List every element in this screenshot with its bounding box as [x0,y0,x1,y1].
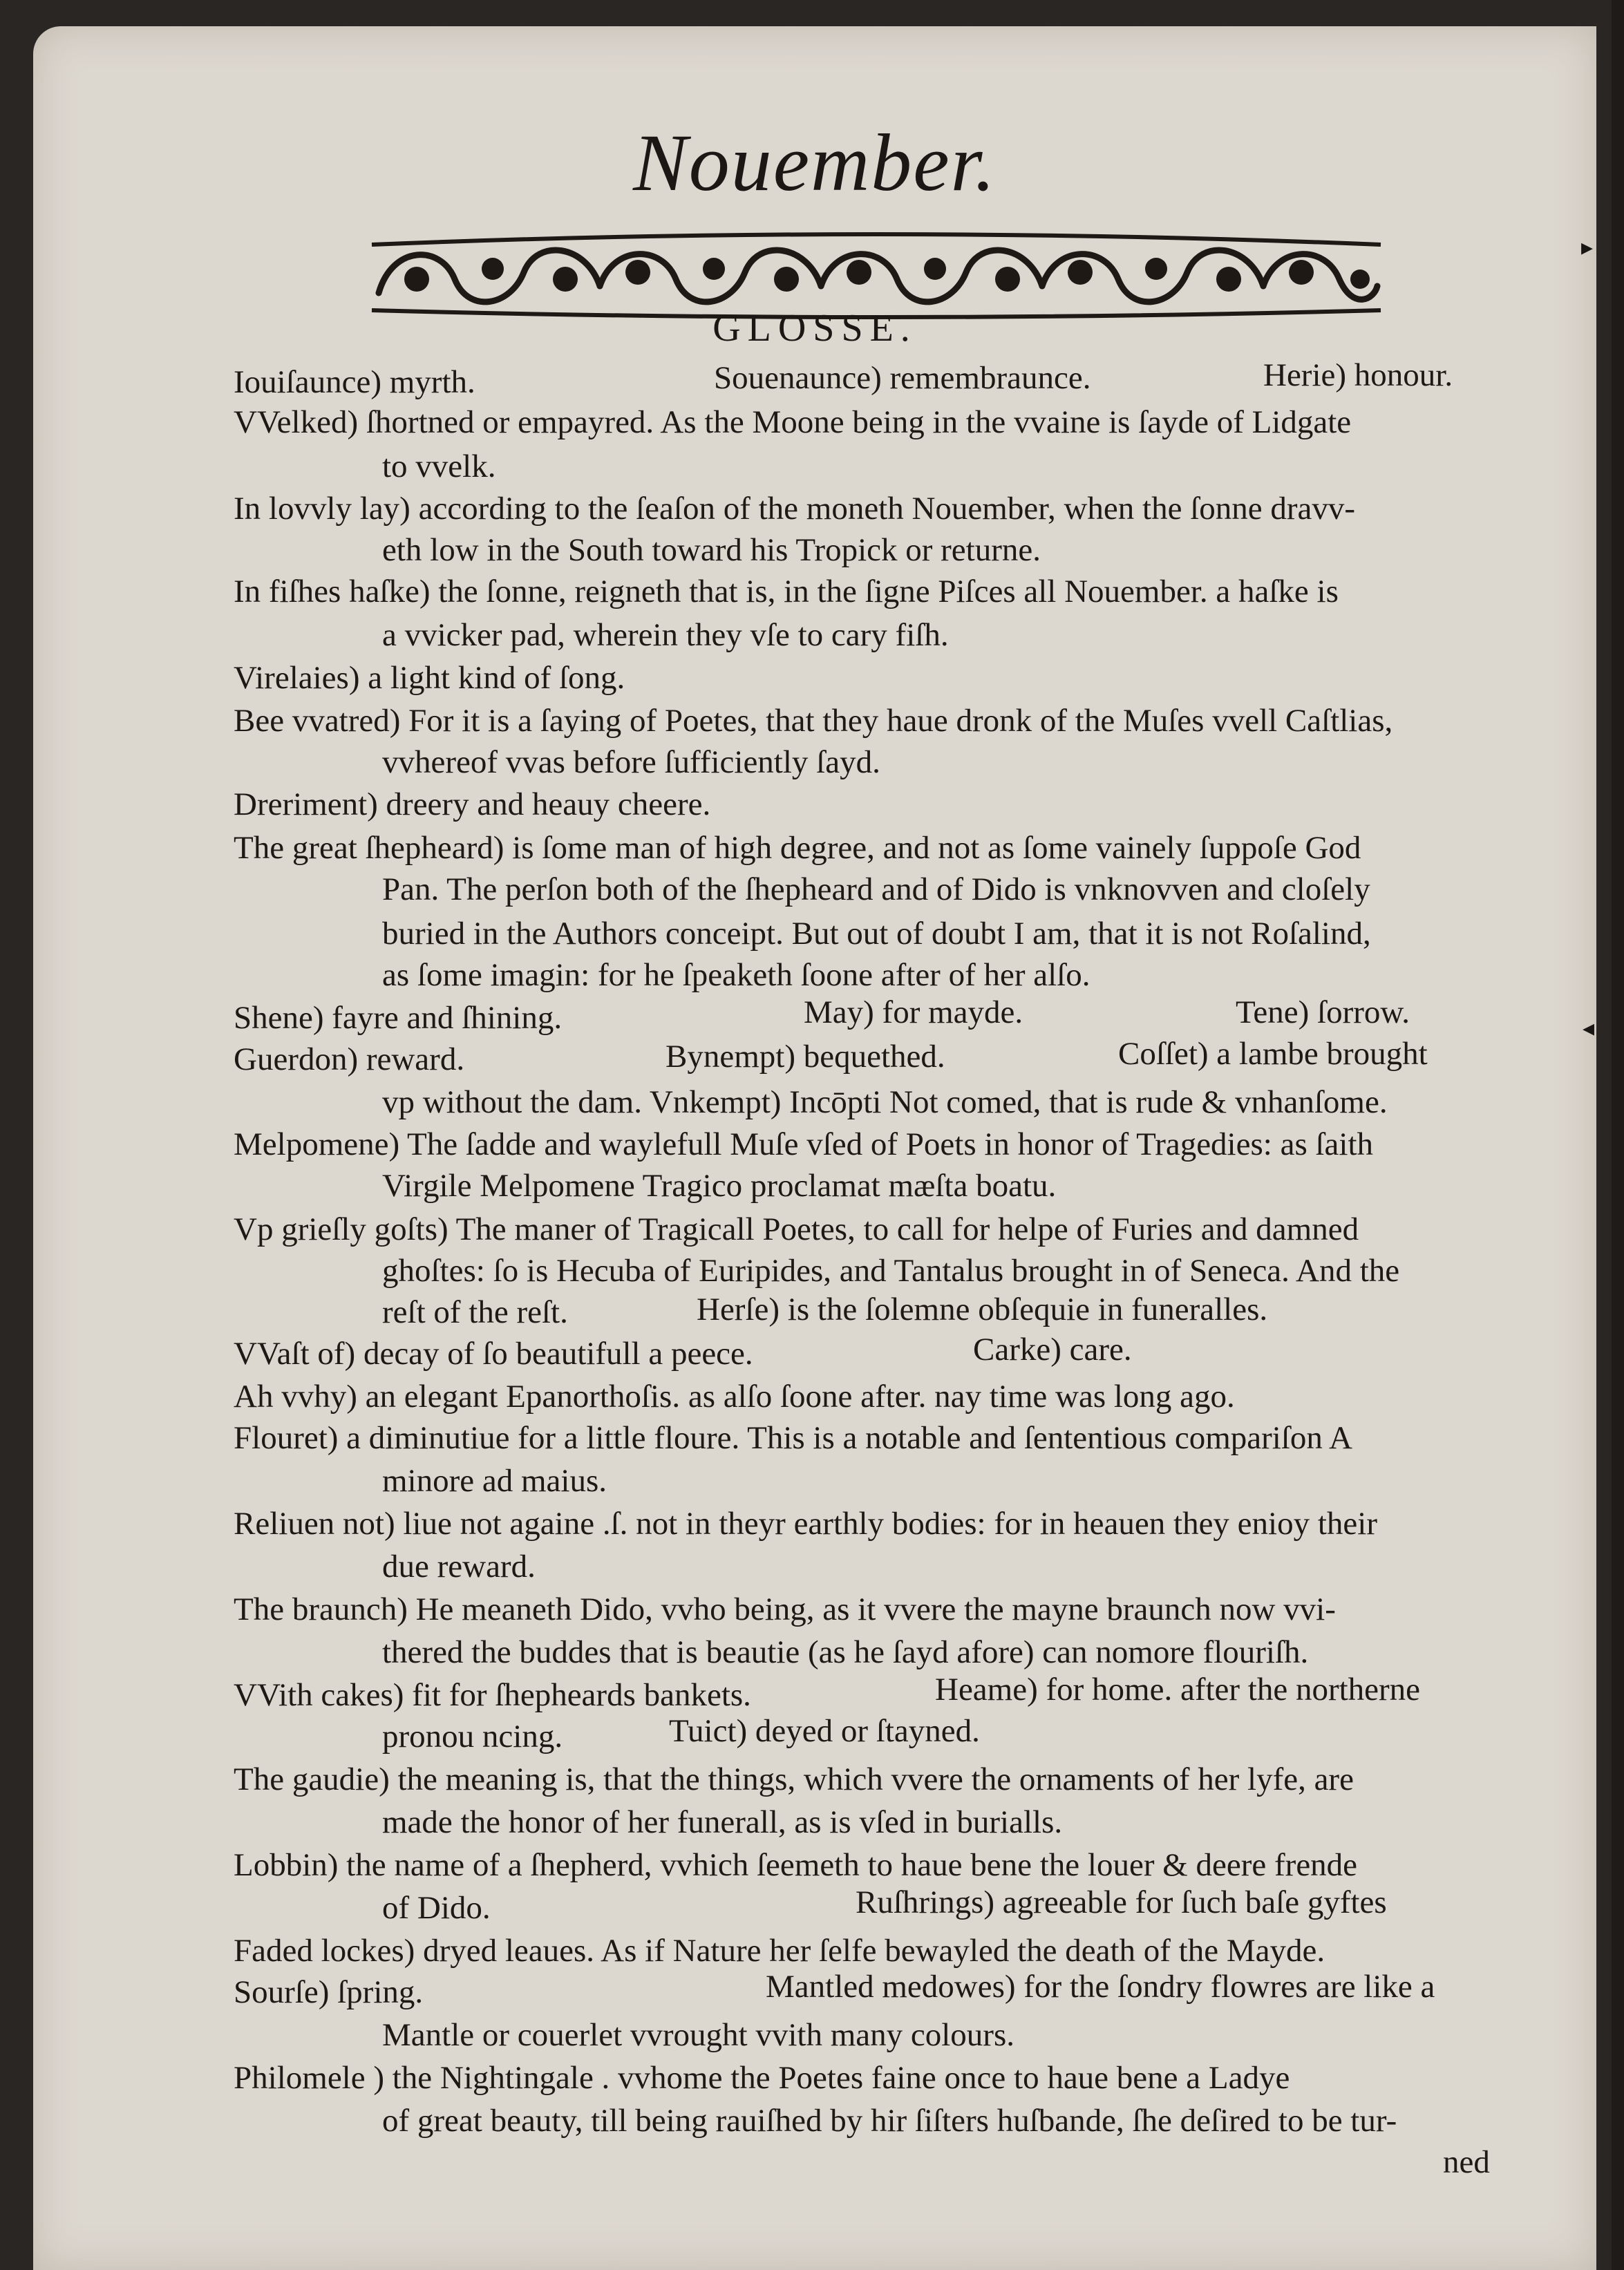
gloss-line: Dreriment) dreery and heauy cheere. [234,786,711,822]
gloss-line: Heame) for home. after the northerne [935,1672,1421,1708]
gloss-line: The great ſhepheard) is ſome man of high degree, and not as ſome vainely ſuppoſe God [234,830,1361,866]
gloss-line: Vp grieſly goſts) The maner of Tragicall Poetes, to call for helpe of Furies and damned [234,1211,1359,1247]
gloss-line: Tuict) deyed or ſtayned. [669,1713,980,1749]
margin-mark-icon: ◂ [1583,1014,1595,1042]
gloss-line: Bee vvatred) For it is a ſaying of Poetes, that they haue dronk of the Muſes vvell Caſtlias, [234,703,1393,739]
gloss-line: Faded lockes) dryed leaues. As if Nature her ſelfe bewayled the death of the Mayde. [234,1933,1325,1969]
gloss-line: vp without the dam. Vnkempt) Incōpti Not comed, that is rude & vnhanſome. [382,1084,1388,1120]
gloss-line: Ruſhrings) agreeable for ſuch baſe gyftes [856,1884,1387,1920]
gloss-line: buried in the Authors conceipt. But out of doubt I am, that it is not Roſalind, [382,916,1371,952]
gloss-line: a vvicker pad, wherein they vſe to cary fiſh. [382,617,949,653]
gloss-line: made the honor of her funerall, as is vſed in burialls. [382,1804,1063,1840]
gloss-line: Herſe) is the ſolemne obſequie in funeralles. [697,1292,1268,1327]
gloss-line: eth low in the South toward his Tropick or returne. [382,532,1041,568]
gloss-line: Guerdon) reward. [234,1041,465,1077]
gloss-line: In fiſhes haſke) the ſonne, reigneth that is, in the ſigne Piſces all Nouember. a haſke is [234,574,1339,609]
gloss-line: Tene) ſorrow. [1236,994,1410,1030]
gloss-line: pronou ncing. [382,1719,563,1754]
gloss-line: VVelked) ſhortned or empayred. As the Moone being in the vvaine is ſayde of Lidgate [234,404,1352,440]
gloss-line: of great beauty, till being rauiſhed by hir ſiſters huſbande, ſhe deſired to be tur- [382,2103,1397,2139]
gloss-line: Shene) fayre and ſhining. [234,1000,563,1036]
gloss-line: due reward. [382,1549,536,1585]
page-title: Nouember. [632,117,997,208]
gloss-line: Iouiſaunce) myrth. [234,364,475,400]
gloss-line: Souenaunce) remembraunce. [714,360,1091,396]
catchword: ned [1443,2144,1490,2180]
gloss-line: The braunch) He meaneth Dido, vvho being, as it vvere the mayne braunch now vvi- [234,1591,1336,1627]
gloss-line: Bynempt) bequethed. [665,1039,945,1075]
gloss-line: as ſome imagin: for he ſpeaketh ſoone after of her alſo. [382,957,1090,993]
gloss-line: vvhereof vvas before ſufficiently ſayd. [382,744,880,780]
gloss-line: Carke) care. [973,1332,1132,1368]
gloss-line: Mantled medowes) for the ſondry flowres are like a [766,1969,1435,2005]
book-page [33,26,1596,2270]
gloss-line: minore ad maius. [382,1463,607,1499]
margin-arrow-icon: ▸ [1581,234,1594,261]
gloss-line: In lovvly lay) according to the ſeaſon of the moneth Nouember, when the ſonne dravv- [234,491,1356,527]
gloss-line: Virgile Melpomene Tragico proclamat mæſta boatu. [382,1168,1057,1204]
gloss-line: VVith cakes) fit for ſhepheards bankets. [234,1677,751,1713]
gloss-line: The gaudie) the meaning is, that the things, which vvere the ornaments of her lyfe, are [234,1761,1354,1797]
gloss-line: VVaſt of) decay of ſo beautifull a peece. [234,1336,753,1372]
gloss-line: ghoſtes: ſo is Hecuba of Euripides, and Tantalus brought in of Seneca. And the [382,1253,1400,1289]
gloss-line: thered the buddes that is beautie (as he ſayd afore) can nomore flouriſh. [382,1634,1309,1670]
gloss-line: Flouret) a diminutiue for a little floure. This is a notable and ſententious compariſon A [234,1420,1352,1456]
gloss-line: reſt of the reſt. [382,1294,568,1330]
gloss-line: Philomele ) the Nightingale . vvhome the Poetes faine once to haue bene a Ladye [234,2060,1290,2096]
gloss-line: Herie) honour. [1263,357,1453,393]
section-heading: GLOSSE. [712,307,917,350]
gloss-line: Melpomene) The ſadde and waylefull Muſe vſed of Poets in honor of Tragedies: as ſaith [234,1126,1374,1162]
gloss-line: Coſſet) a lambe brought [1118,1036,1428,1072]
gloss-line: Pan. The perſon both of the ſhepheard and of Dido is vnknovven and cloſely [382,871,1370,907]
gloss-line: Mantle or couerlet vvrought vvith many colours. [382,2017,1014,2053]
gloss-line: May) for mayde. [804,994,1023,1030]
gloss-line: Sourſe) ſpring. [234,1974,424,2010]
gloss-line: of Dido. [382,1890,491,1926]
gloss-line: Ah vvhy) an elegant Epanorthoſis. as alſo ſoone after. nay time was long ago. [234,1379,1235,1415]
page-edge [1612,0,1624,2270]
gloss-line: Reliuen not) liue not againe .ſ. not in theyr earthly bodies: for in heauen they enioy their [234,1506,1377,1542]
gloss-line: Lobbin) the name of a ſhepherd, vvhich ſeemeth to haue bene the louer & deere frende [234,1847,1358,1883]
gloss-line: to vvelk. [382,448,496,484]
gloss-line: Virelaies) a light kind of ſong. [234,660,625,696]
